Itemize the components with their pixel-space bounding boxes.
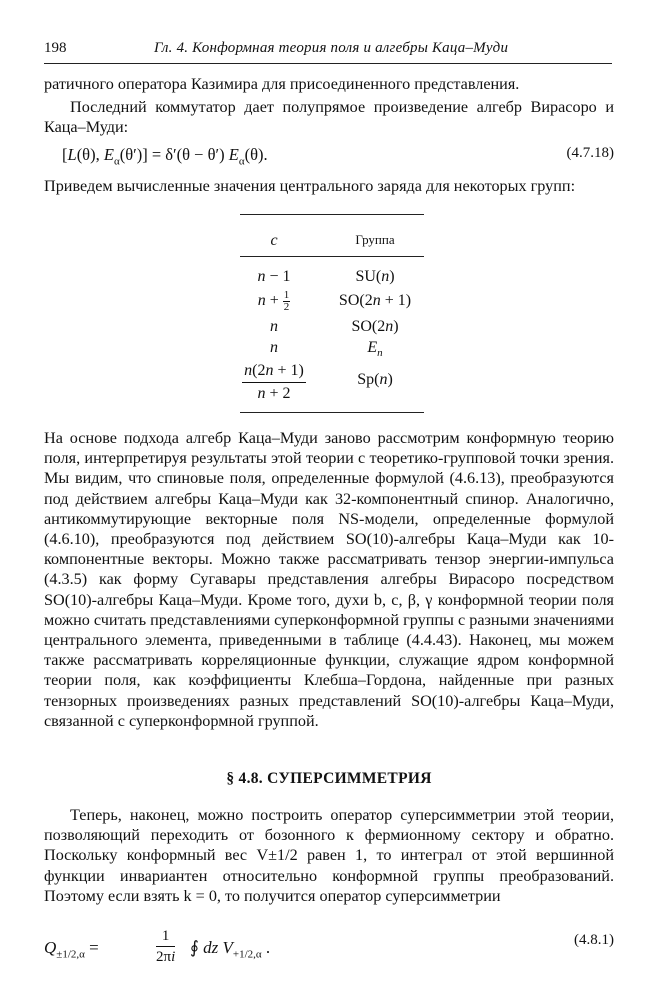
page-number: 198 <box>44 40 67 56</box>
table-cell-c: n + $\frac{1}{2}$ <box>257 289 290 313</box>
table-top-rule <box>240 214 424 215</box>
table-bottom-rule <box>240 412 424 413</box>
table-header-group: Группа <box>355 232 395 247</box>
equation-4-7-18 <box>62 145 614 169</box>
equation-4-8-1 <box>44 926 614 976</box>
table-cell-group: $E_n$ <box>367 339 383 360</box>
equation-lhs: $Q_{\pm 1/2,\alpha}$ = <box>44 938 99 961</box>
table-cell-c: n <box>270 339 278 356</box>
equation-number: (4.8.1) <box>574 932 614 948</box>
paragraph-commutator: Последний коммутатор дает полупрямое произведение алгебр Вирасоро и Каца–Муди: <box>44 98 614 137</box>
paragraph-main: На основе подхода алгебр Каца–Муди заново рассмотрим конформную теорию поля, интерпретируя результаты этой теории с теоретико-групповой точки зрения. Мы видим, что спиновые поля, определенные формулой (4.6.13), преобразуются под действием алгебры Каца–Муди как 32-компонентный спинор. Аналогично, антикоммутирующие векторные поля NS-модели, определенные формулой (4.6.10), преобразуются под действием SO(10)-алгебры Каца–Муди как 10-компонентные векторы. Можно также рассматривать тензор энергии-импульса (4.3.5) как форму Сугавары представления алгебры Вирасоро посредством SO(10)-алгебры Каца–Муди. Кроме того, духи b, c, β, γ конформной теории поля можно считать представлениями суперконформной группы с разными значениями центрального элемента, приведенными в таблице (4.4.43). Наконец, мы можем также рассматривать корреляционные функции, служащие ядром конформной теории поля, как коэффициенты Клебша–Гордона, найденные при разных тензорных произведениях разных представлений SO(10)-алгебры Каца–Муди, связанной с суперконформной группой. <box>44 429 614 730</box>
table-cell-c: n <box>270 318 278 335</box>
table-cell-group: Sp(n) <box>357 371 393 388</box>
equation-number: (4.7.18) <box>566 145 614 161</box>
section-title: § 4.8. СУПЕРСИММЕТРИЯ <box>226 770 432 787</box>
table-cell-group: SO(2n + 1) <box>338 292 412 309</box>
equation-rhs: ∮ dz $V_{+1/2,\alpha}$ . <box>190 938 271 961</box>
equation-fraction: 1 2πi <box>156 928 176 965</box>
table-header-c: c <box>270 232 278 249</box>
table-cell-group: SO(2n) <box>351 318 399 335</box>
table-cell-c: n − 1 <box>257 268 291 285</box>
header-rule <box>44 63 612 64</box>
running-title: Гл. 4. Конформная теория поля и алгебры Каца–Муди <box>154 40 509 56</box>
paragraph-continuation: ратичного оператора Казимира для присоединенного представления. <box>44 75 520 93</box>
paragraph-table-intro: Приведем вычисленные значения центрального заряда для некоторых групп: <box>44 177 576 195</box>
paragraph-supersymmetry: Теперь, наконец, можно построить оператор суперсимметрии этой теории, позволяющий переходить от бозонного к фермионному сектору и обратно. Поскольку конформный вес V±1/2 равен 1, то интеграл от этой вершинной функции инвариантен относительно конформной группы преобразований. Поэтому если взять k = 0, то получится оператор суперсимметрии <box>44 806 614 905</box>
table-cell-group: SU(n) <box>355 268 395 285</box>
table-header-rule <box>240 256 424 257</box>
table-cell-c: n(2n + 1) n + 2 <box>232 360 316 405</box>
equation-body: [L(θ), $E_\alpha(\theta')] = \delta'(\theta - \theta')$ $E_\alpha(\theta)$. <box>62 145 268 168</box>
